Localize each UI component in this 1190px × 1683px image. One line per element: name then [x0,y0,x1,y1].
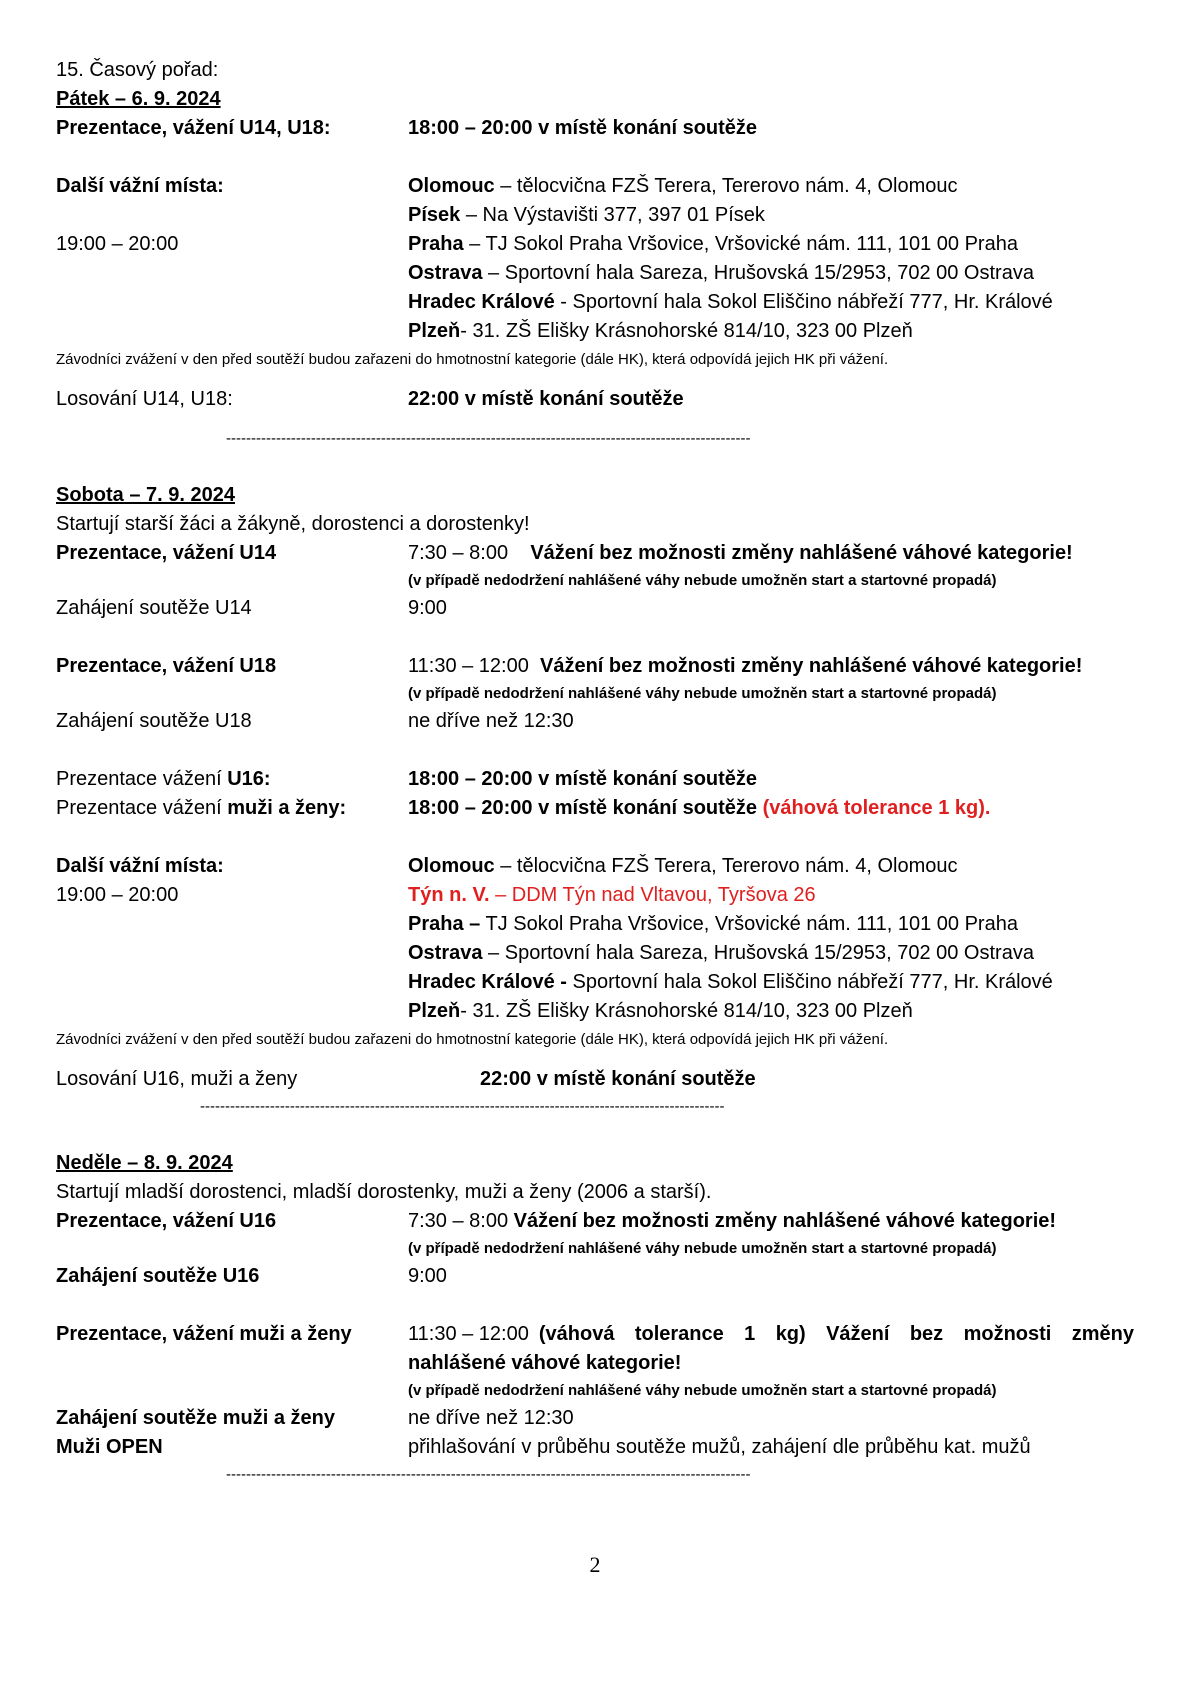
sunday-open-label: Muži OPEN [56,1436,163,1458]
friday-presentation-row [56,114,1134,143]
saturday-u18-sub: (v případě nedodržení nahlášené váhy nebude umožněn start a startovné propadá) [408,685,997,702]
saturday-men-label: Prezentace vážení [56,797,228,819]
saturday-u14-sub: (v případě nedodržení nahlášené váhy nebude umožněn start a startovné propadá) [408,572,997,589]
saturday-u18-sub-row [56,681,1134,707]
saturday-note: Závodníci zvážení v den před soutěží budou zařazeni do hmotnostní kategorie (dále HK), která odpovídá jejich HK při vážení. [56,1031,889,1048]
divider: --------------------------------------------------------------------------------------------------------- [226,430,751,447]
saturday-place-row [56,939,1134,968]
place-sep: – [494,855,517,877]
place-name: Ostrava [408,942,483,964]
saturday-men-label-bold: muži a ženy: [227,797,347,819]
friday-place-item [408,230,1134,259]
place-address: TJ Sokol Praha Vršovice, Vršovické nám. 111, 101 00 Praha [485,233,1018,255]
sunday-intro: Startují mladší dorostenci, mladší dorostenky, muži a ženy (2006 a starší). [56,1181,712,1203]
saturday-other-places-label: Další vážní místa: [56,855,224,877]
saturday-place-row [56,997,1134,1026]
friday-place-item [408,259,1134,288]
friday-draw-row [56,385,1134,414]
friday-place-row [56,172,1134,201]
sunday-open-value: přihlašování v průběhu soutěže mužů, zahájení dle průběhu kat. mužů [408,1436,1031,1458]
saturday-u18-start-label: Zahájení soutěže U18 [56,710,252,732]
sunday-men-start-label: Zahájení soutěže muži a ženy [56,1407,335,1429]
saturday-place-item [408,997,1134,1026]
saturday-u14-time: 7:30 – 8:00 [408,542,509,564]
sunday-heading: Neděle – 8. 9. 2024 [56,1152,233,1174]
sunday-u16-row [56,1207,1134,1236]
place-address: tělocvična FZŠ Terera, Tererovo nám. 4, Olomouc [516,855,958,877]
sunday-u16-start-label: Zahájení soutěže U16 [56,1265,260,1287]
sunday-men-start-value: ne dříve než 12:30 [408,1407,574,1429]
place-address: Sportovní hala Sokol Eliščino nábřeží 777, Hr. Králové [572,971,1053,993]
friday-place-item [408,288,1134,317]
saturday-place-row [56,968,1134,997]
friday-presentation-value: 18:00 – 20:00 v místě konání soutěže [408,117,758,139]
sunday-men-label: Prezentace, vážení muži a ženy [56,1323,352,1345]
saturday-u18-row [56,652,1134,681]
place-sep: – [460,204,483,226]
place-name: Olomouc [408,175,495,197]
friday-place-row [56,201,1134,230]
place-address: 31. ZŠ Elišky Krásnohorské 814/10, 323 00 Plzeň [472,1000,913,1022]
place-sep: – [482,942,505,964]
saturday-draw-value: 22:00 v místě konání soutěže [480,1068,756,1090]
saturday-u18-start-row [56,707,1134,736]
friday-place-row [56,259,1134,288]
place-address: Sportovní hala Sokol Eliščino nábřeží 777, Hr. Králové [572,291,1053,313]
place-name: Ostrava [408,262,483,284]
friday-other-places-label: Další vážní místa: [56,175,224,197]
friday-place-item [408,201,1134,230]
page-number: 2 [589,1552,601,1577]
saturday-u14-start-row [56,594,1134,623]
friday-place-row [56,317,1134,346]
divider: --------------------------------------------------------------------------------------------------------- [200,1098,725,1115]
friday-heading: Pátek – 6. 9. 2024 [56,88,221,110]
place-sep: – [482,262,505,284]
place-sep: - [554,291,573,313]
friday-presentation-label: Prezentace, vážení U14, U18: [56,117,331,139]
place-address: Na Výstavišti 377, 397 01 Písek [482,204,765,226]
place-name: Týn n. V. [408,884,490,906]
sunday-u16-start-value: 9:00 [408,1265,447,1287]
place-sep: – [489,884,512,906]
saturday-u14-warning: Vážení bez možnosti změny nahlášené váhové kategorie! [530,542,1073,564]
sunday-u16-warning: Vážení bez možnosti změny nahlášené váhové kategorie! [513,1210,1057,1232]
sunday-men-start-row [56,1404,1134,1433]
friday-place-item [408,317,1134,346]
place-name: Plzeň [408,1000,461,1022]
place-address: TJ Sokol Praha Vršovice, Vršovické nám. 111, 101 00 Praha [485,913,1018,935]
saturday-u16-label-bold: U16: [227,768,271,790]
saturday-u14-sub-row [56,568,1134,594]
friday-time-label: 19:00 – 20:00 [56,233,179,255]
sunday-men-row-2 [56,1349,1134,1378]
saturday-u18-time: 11:30 – 12:00 [408,655,529,677]
place-sep: – [494,175,517,197]
saturday-place-item [408,910,1134,939]
friday-place-row [56,288,1134,317]
place-sep: - [460,320,473,342]
saturday-u16-label: Prezentace vážení [56,768,228,790]
saturday-u14-start-value: 9:00 [408,597,447,619]
divider: --------------------------------------------------------------------------------------------------------- [226,1466,751,1483]
place-name: Hradec Králové - [408,971,567,993]
place-address: Sportovní hala Sareza, Hrušovská 15/2953, 702 00 Ostrava [504,262,1034,284]
saturday-u16-value: 18:00 – 20:00 v místě konání soutěže [408,768,758,790]
friday-place-row [56,230,1134,259]
place-name: Olomouc [408,855,495,877]
saturday-u14-label: Prezentace, vážení U14 [56,542,277,564]
sunday-u16-sub: (v případě nedodržení nahlášené váhy nebude umožněn start a startovné propadá) [408,1240,997,1257]
saturday-draw-row [56,1065,1134,1094]
saturday-men-value: 18:00 – 20:00 v místě konání soutěže [408,797,763,819]
friday-draw-value: 22:00 v místě konání soutěže [408,388,684,410]
saturday-place-item [408,881,1134,910]
saturday-u18-start-value: ne dříve než 12:30 [408,710,574,732]
saturday-men-tolerance: (váhová tolerance 1 kg). [762,797,991,819]
saturday-place-row [56,852,1134,881]
saturday-place-row [56,881,1134,910]
sunday-u16-time: 7:30 – 8:00 [408,1210,509,1232]
saturday-draw-label: Losování U16, muži a ženy [56,1068,298,1090]
saturday-place-item [408,968,1134,997]
saturday-time-label: 19:00 – 20:00 [56,884,179,906]
saturday-men-row [56,794,1134,823]
sunday-u16-label: Prezentace, vážení U16 [56,1210,277,1232]
friday-note: Závodníci zvážení v den před soutěží budou zařazeni do hmotnostní kategorie (dále HK), která odpovídá jejich HK při vážení. [56,351,889,368]
saturday-u14-row [56,539,1134,568]
place-sep: – [463,233,486,255]
sunday-men-row [56,1320,1134,1349]
place-address: Sportovní hala Sareza, Hrušovská 15/2953, 702 00 Ostrava [504,942,1034,964]
sunday-men-sub-row [56,1378,1134,1404]
sunday-u16-sub-row [56,1236,1134,1262]
saturday-place-row [56,910,1134,939]
place-name: Písek [408,204,461,226]
friday-draw-label: Losování U14, U18: [56,388,233,410]
saturday-u18-warning: Vážení bez možnosti změny nahlášené váhové kategorie! [539,655,1083,677]
friday-place-item [408,172,1134,201]
saturday-u16-row [56,765,1134,794]
place-name: Plzeň [408,320,461,342]
place-name: Praha – [408,913,481,935]
saturday-intro: Startují starší žáci a žákyně, dorostenci a dorostenky! [56,513,530,535]
saturday-heading: Sobota – 7. 9. 2024 [56,484,235,506]
saturday-u14-start-label: Zahájení soutěže U14 [56,597,252,619]
place-name: Praha [408,233,464,255]
sunday-u16-start-row [56,1262,1134,1291]
sunday-men-warning-line2: nahlášené váhové kategorie! [408,1352,682,1374]
sunday-men-warning-line1: (váhová tolerance 1 kg) Vážení bez možnosti změny [538,1323,1134,1345]
sunday-men-sub: (v případě nedodržení nahlášené váhy nebude umožněn start a startovné propadá) [408,1382,997,1399]
section-title: 15. Časový pořad: [56,59,219,81]
place-address: 31. ZŠ Elišky Krásnohorské 814/10, 323 00 Plzeň [472,320,913,342]
saturday-place-item [408,939,1134,968]
place-address: DDM Týn nad Vltavou, Tyršova 26 [511,884,816,906]
sunday-open-row [56,1433,1134,1462]
saturday-place-item [408,852,1134,881]
place-sep: - [460,1000,473,1022]
place-address: tělocvična FZŠ Terera, Tererovo nám. 4, Olomouc [516,175,958,197]
sunday-men-time: 11:30 – 12:00 [408,1323,529,1345]
saturday-u18-label: Prezentace, vážení U18 [56,655,277,677]
place-name: Hradec Králové [408,291,555,313]
